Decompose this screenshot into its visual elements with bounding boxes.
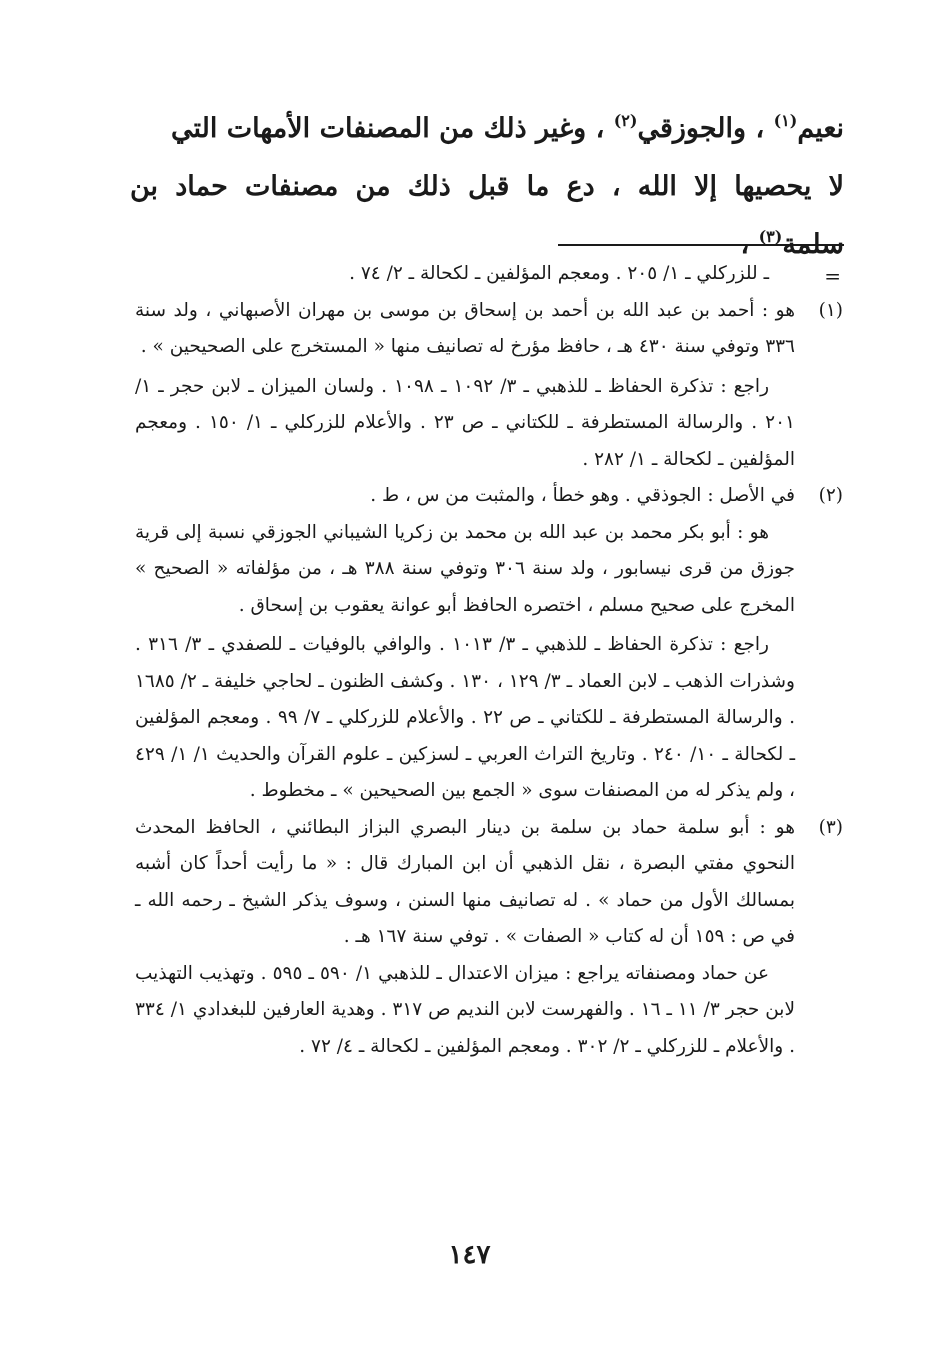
footnote-ref-3[interactable]: (٣) (758, 227, 783, 246)
main-text-line-1 (130, 100, 844, 158)
main-text-segment: نعيم (797, 113, 844, 144)
footnote-paragraph: في الأصل : الجوذقي . وهو خطأ ، والمثبت من س ، ط . (370, 485, 795, 506)
footnote-marker: (٣) (818, 816, 843, 838)
main-text-segment: ، وغير ذلك من المصنفات الأمهات التي (170, 113, 614, 144)
footnote-paragraph: هو : أبو سلمة حماد بن سلمة بن دينار البصري البزاز البطائني ، الحافظ المحدث النحوي مفتي البصرة ، نقل الذهبي أن ابن المبارك قال : « ما رأيت أحداً كان أشبه بمسالك الأول من حماد » . له تصانيف منها السنن ، وسوف يذكر الشيخ ـ رحمه الله ـ في ص : ١٥٩ أن له كتاب « الصفات » . توفي سنة ١٦٧ هـ . (135, 816, 795, 947)
footnotes-section (135, 256, 847, 1065)
footnote-separator (558, 244, 844, 246)
footnote-continuation (135, 256, 847, 293)
footnote-marker: (٢) (818, 485, 843, 506)
main-text-segment: ، (740, 229, 759, 260)
footnote-paragraph: هو : أبو بكر محمد بن عبد الله بن محمد بن زكريا الشيباني الجوزقي نسبة إلى قرية جوزق من قرى نيسابور ، ولد سنة ٣٠٦ وتوفي سنة ٣٨٨ هـ ، من مؤلفاته « الصحيح » المخرج على صحيح مسلم ، اختصره الحافظ أبو عوانة يعقوب بن إسحاق . (135, 521, 795, 616)
footnote-ref-2[interactable]: (٢) (613, 111, 638, 130)
footnote-paragraph: هو : أحمد بن عبد الله بن أحمد بن إسحاق بن موسى بن مهران الأصبهاني ، ولد سنة ٣٣٦ وتوفي سنة ٤٣٠ هـ ، حافظ مؤرخ له تصانيف منها « المستخرج على الصحيحين » . (135, 299, 795, 357)
footnote-3 (135, 810, 847, 1066)
footnote-paragraph: راجع : تذكرة الحفاظ ـ للذهبي ـ ٣/ ١٠١٣ . والوافي بالوفيات ـ للصفدي ـ ٣/ ٣١٦ . وشذرات الذهب ـ لابن العماد ـ ٣/ ١٢٩ ، ١٣٠ . وكشف الظنون ـ لحاجي خليفة ـ ٢/ ١٦٨٥ . والرسالة المستطرفة ـ للكتاني ـ ص ٢٢ . والأعلام للزركلي ـ ٧/ ٩٩ . ومعجم المؤلفين ـ لكحالة ـ ١٠/ ٢٤٠ . وتاريخ التراث العربي ـ لسزكين ـ علوم القرآن والحديث ١/ ١/ ٤٢٩ ، ولم يذكر له من المصنفات سوى « الجمع بين الصحيحين » ـ مخطوط . (135, 634, 795, 801)
footnote-1 (135, 293, 847, 479)
footnote-2 (135, 478, 847, 810)
footnote-paragraph: راجع : تذكرة الحفاظ ـ للذهبي ـ ٣/ ١٠٩٢ ـ ١٠٩٨ . ولسان الميزان ـ لابن حجر ـ ١/ ٢٠١ . والرسالة المستطرفة ـ للكتاني ـ ص ٢٣ . والأعلام للزركلي ـ ١/ ١٥٠ . ومعجم المؤلفين ـ لكحالة ـ ١/ ٢٨٢ . (135, 375, 795, 470)
main-text (130, 100, 844, 274)
page-number: ١٤٧ (448, 1240, 491, 1270)
continuation-mark: = (824, 264, 841, 288)
main-text-segment: ، والجوزقي (637, 113, 774, 144)
footnote-ref-1[interactable]: (١) (773, 111, 798, 130)
footnote-marker: (١) (818, 299, 843, 321)
footnote-paragraph: عن حماد ومصنفاته يراجع : ميزان الاعتدال ـ للذهبي ١/ ٥٩٠ ـ ٥٩٥ . وتهذيب التهذيب لابن حجر ٣/ ١١ ـ ١٦ . والفهرست لابن النديم ص ٣١٧ . وهدية العارفين للبغدادي ١/ ٣٣٤ . والأعلام ـ للزركلي ـ ٢/ ٣٠٢ . ومعجم المؤلفين ـ لكحالة ـ ٤/ ٧٢ . (135, 962, 795, 1057)
continuation-text: ـ للزركلي ـ ١/ ٢٠٥ . ومعجم المؤلفين ـ لكحالة ـ ٢/ ٧٤ . (349, 263, 769, 284)
main-text-segment: لا يحصيها إلا الله ، دع ما قبل ذلك من مصنفات حماد بن سلمة (130, 171, 844, 260)
